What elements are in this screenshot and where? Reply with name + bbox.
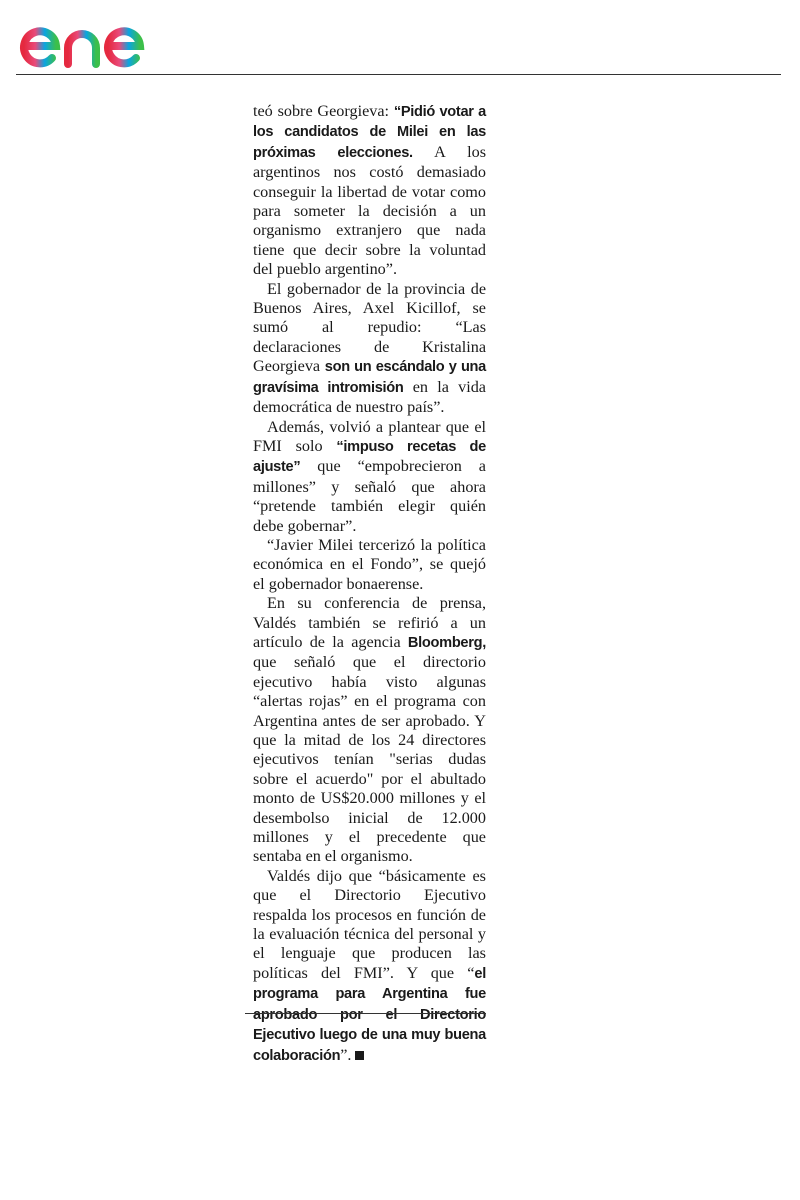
bold-quote: “impuso recetas de ajuste” (253, 438, 486, 476)
paragraph-6 (253, 867, 486, 1066)
header-divider (16, 74, 781, 75)
text: que señaló que el directorio ejecutivo había visto algunas “alertas rojas” en el programa con Argentina antes de ser aprobado. Y que la mitad de los 24 directores ejecutivos tenían "serias dudas sobre el acuerdo" por el abultado monto de US$20.000 millones y el desembolso inicial de 12.000 millones y el precedente que sentaba en el organismo. (253, 653, 486, 866)
footer-divider (245, 1013, 486, 1014)
paragraph-4 (253, 536, 486, 594)
text: El gobernador de la provincia de Buenos Aires, Axel Kicillof, se sumó al repudio: “Las declaraciones de Kristalina Georgieva (253, 279, 486, 376)
bold-quote: “Pidió votar a los candidatos de Milei en las próximas elecciones. (253, 104, 486, 161)
bold-source: Bloomberg, (407, 634, 486, 651)
text: teó sobre Georgieva: (253, 102, 394, 120)
text: ”. (340, 1045, 352, 1064)
bold-quote: el programa para Argentina fue aprobado por el Directorio Ejecutivo luego de una muy buena colaboración (253, 965, 486, 1064)
text: en la vida democrática de nuestro país”. (253, 377, 486, 417)
paragraph-5 (253, 594, 486, 867)
bold-quote: son un escándalo y una gravísima intromisión (253, 359, 486, 396)
text: Además, volvió a plantear que el FMI solo (253, 417, 486, 455)
paragraph-3 (253, 418, 486, 536)
enel-logo (16, 8, 176, 72)
text: Valdés dijo que “básicamente es que el Directorio Ejecutivo respalda los procesos en función de la evaluación técnica del personal y el lenguaje que producen las políticas del FMI”. Y que “ (253, 866, 486, 982)
end-of-article-icon (355, 1051, 364, 1060)
paragraph-2 (253, 280, 486, 418)
text: A los argentinos nos costó demasiado conseguir la libertad de votar como para someter la decisión a un organismo extranjero que nada tiene que decir sobre la voluntad del pueblo argentino”. (253, 142, 486, 279)
text: En su conferencia de prensa, Valdés también se refirió a un artículo de la agencia (253, 594, 486, 651)
text: que “empobrecieron a millones” y señaló que ahora “pretende también elegir quién debe gobernar”. (253, 457, 486, 535)
text: “Javier Milei tercerizó la política económica en el Fondo”, se quejó el gobernador bonaerense. (253, 535, 486, 593)
article-column (253, 102, 486, 1066)
paragraph-1 (253, 102, 486, 280)
